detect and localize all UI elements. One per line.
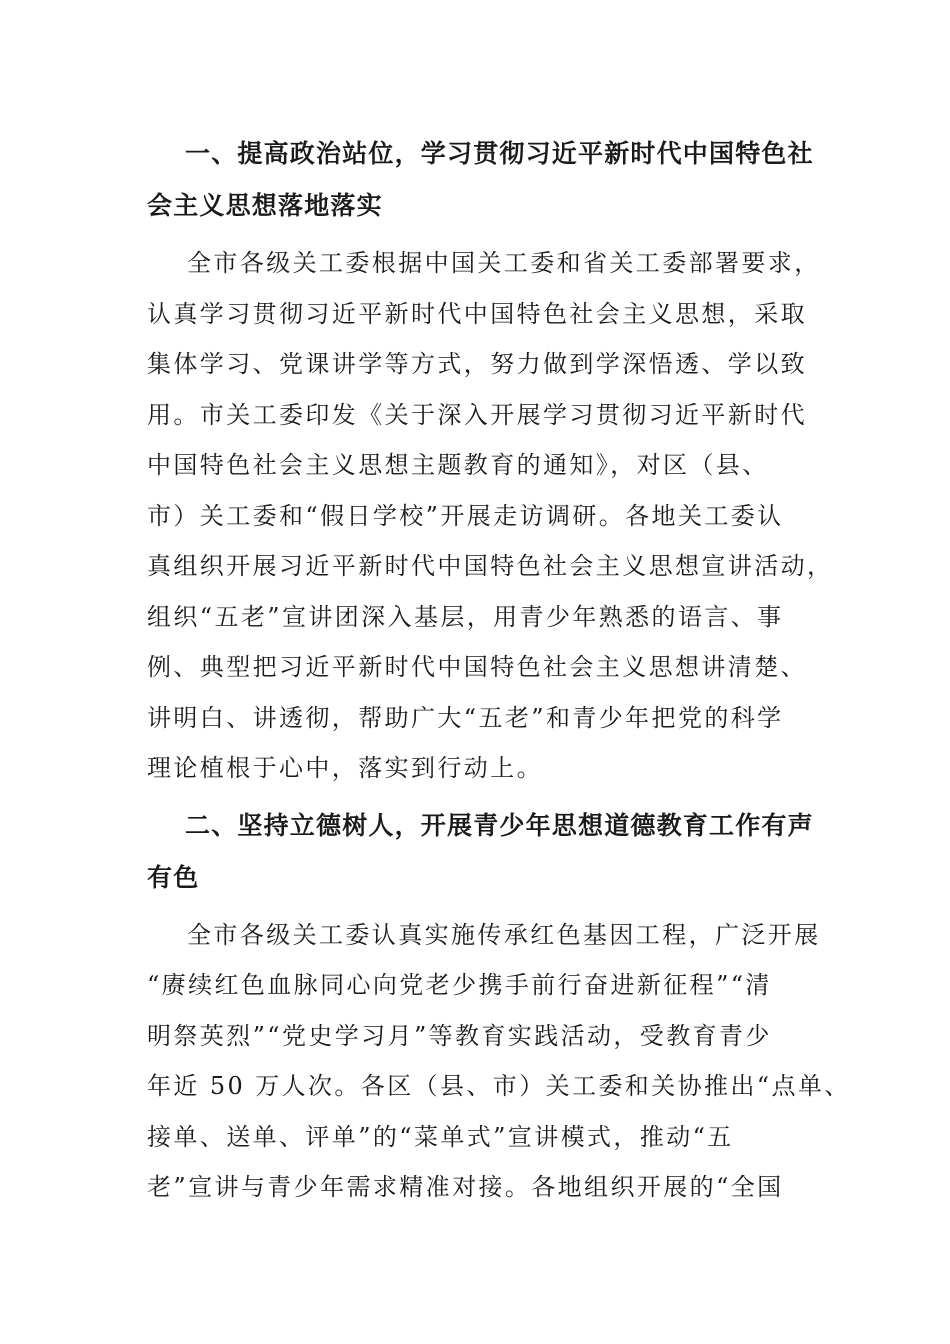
paragraph-line: 组织“五老”宣讲团深入基层，用青少年熟悉的语言、事 (147, 602, 784, 631)
paragraph-line: “赓续红色血脉同心向党老少携手前行奋进新征程”“清 (147, 971, 772, 999)
section-2-heading-line: 二、坚持立德树人，开展青少年思想道德教育工作有声 (185, 810, 814, 840)
paragraph-line: 理论植根于心中，落实到行动上。 (147, 754, 543, 782)
section-2-paragraph (147, 910, 851, 1213)
paragraph-line: 集体学习、党课讲学等方式，努力做到学深悟透、学以致 (147, 350, 807, 378)
section-1-paragraph (147, 238, 834, 794)
paragraph-line: 真组织开展习近平新时代中国特色社会主义思想宣讲活动， (147, 552, 834, 580)
section-1-heading (147, 128, 813, 232)
paragraph-line: 中国特色社会主义思想主题教育的通知》，对区（县、 (147, 451, 769, 479)
paragraph-line: 讲明白、讲透彻，帮助广大“五老”和青少年把党的科学 (147, 703, 784, 732)
paragraph-line: 例、典型把习近平新时代中国特色社会主义思想讲清楚、 (147, 653, 807, 681)
paragraph-line: 全市各级关工委根据中国关工委和省关工委部署要求， (187, 249, 821, 277)
section-1-heading-line: 会主义思想落地落实 (147, 191, 383, 220)
paragraph-line: 明祭英烈”“党史学习月”等教育实践活动，受教育青少 (147, 1021, 772, 1050)
paragraph-line: 老”宣讲与青少年需求精准对接。各地组织开展的“全国 (147, 1173, 784, 1201)
paragraph-line: 市）关工委和“假日学校”开展走访调研。各地关工委认 (147, 501, 784, 530)
section-2-heading-line: 有色 (147, 862, 200, 892)
document-body (147, 128, 851, 1213)
section-2-heading (147, 800, 813, 904)
paragraph-line: 接单、送单、评单”的“菜单式”宣讲模式，推动“五 (147, 1122, 734, 1151)
paragraph-line: 年近 50 万人次。各区（县、市）关工委和关协推出“点单、 (147, 1072, 851, 1100)
paragraph-line: 全市各级关工委认真实施传承红色基因工程，广泛开展 (187, 920, 821, 949)
section-1-heading-line: 一、提高政治站位，学习贯彻习近平新时代中国特色社 (185, 139, 814, 168)
paragraph-line: 用。市关工委印发《关于深入开展学习贯彻习近平新时代 (147, 400, 807, 429)
paragraph-line: 认真学习贯彻习近平新时代中国特色社会主义思想，采取 (147, 299, 807, 328)
